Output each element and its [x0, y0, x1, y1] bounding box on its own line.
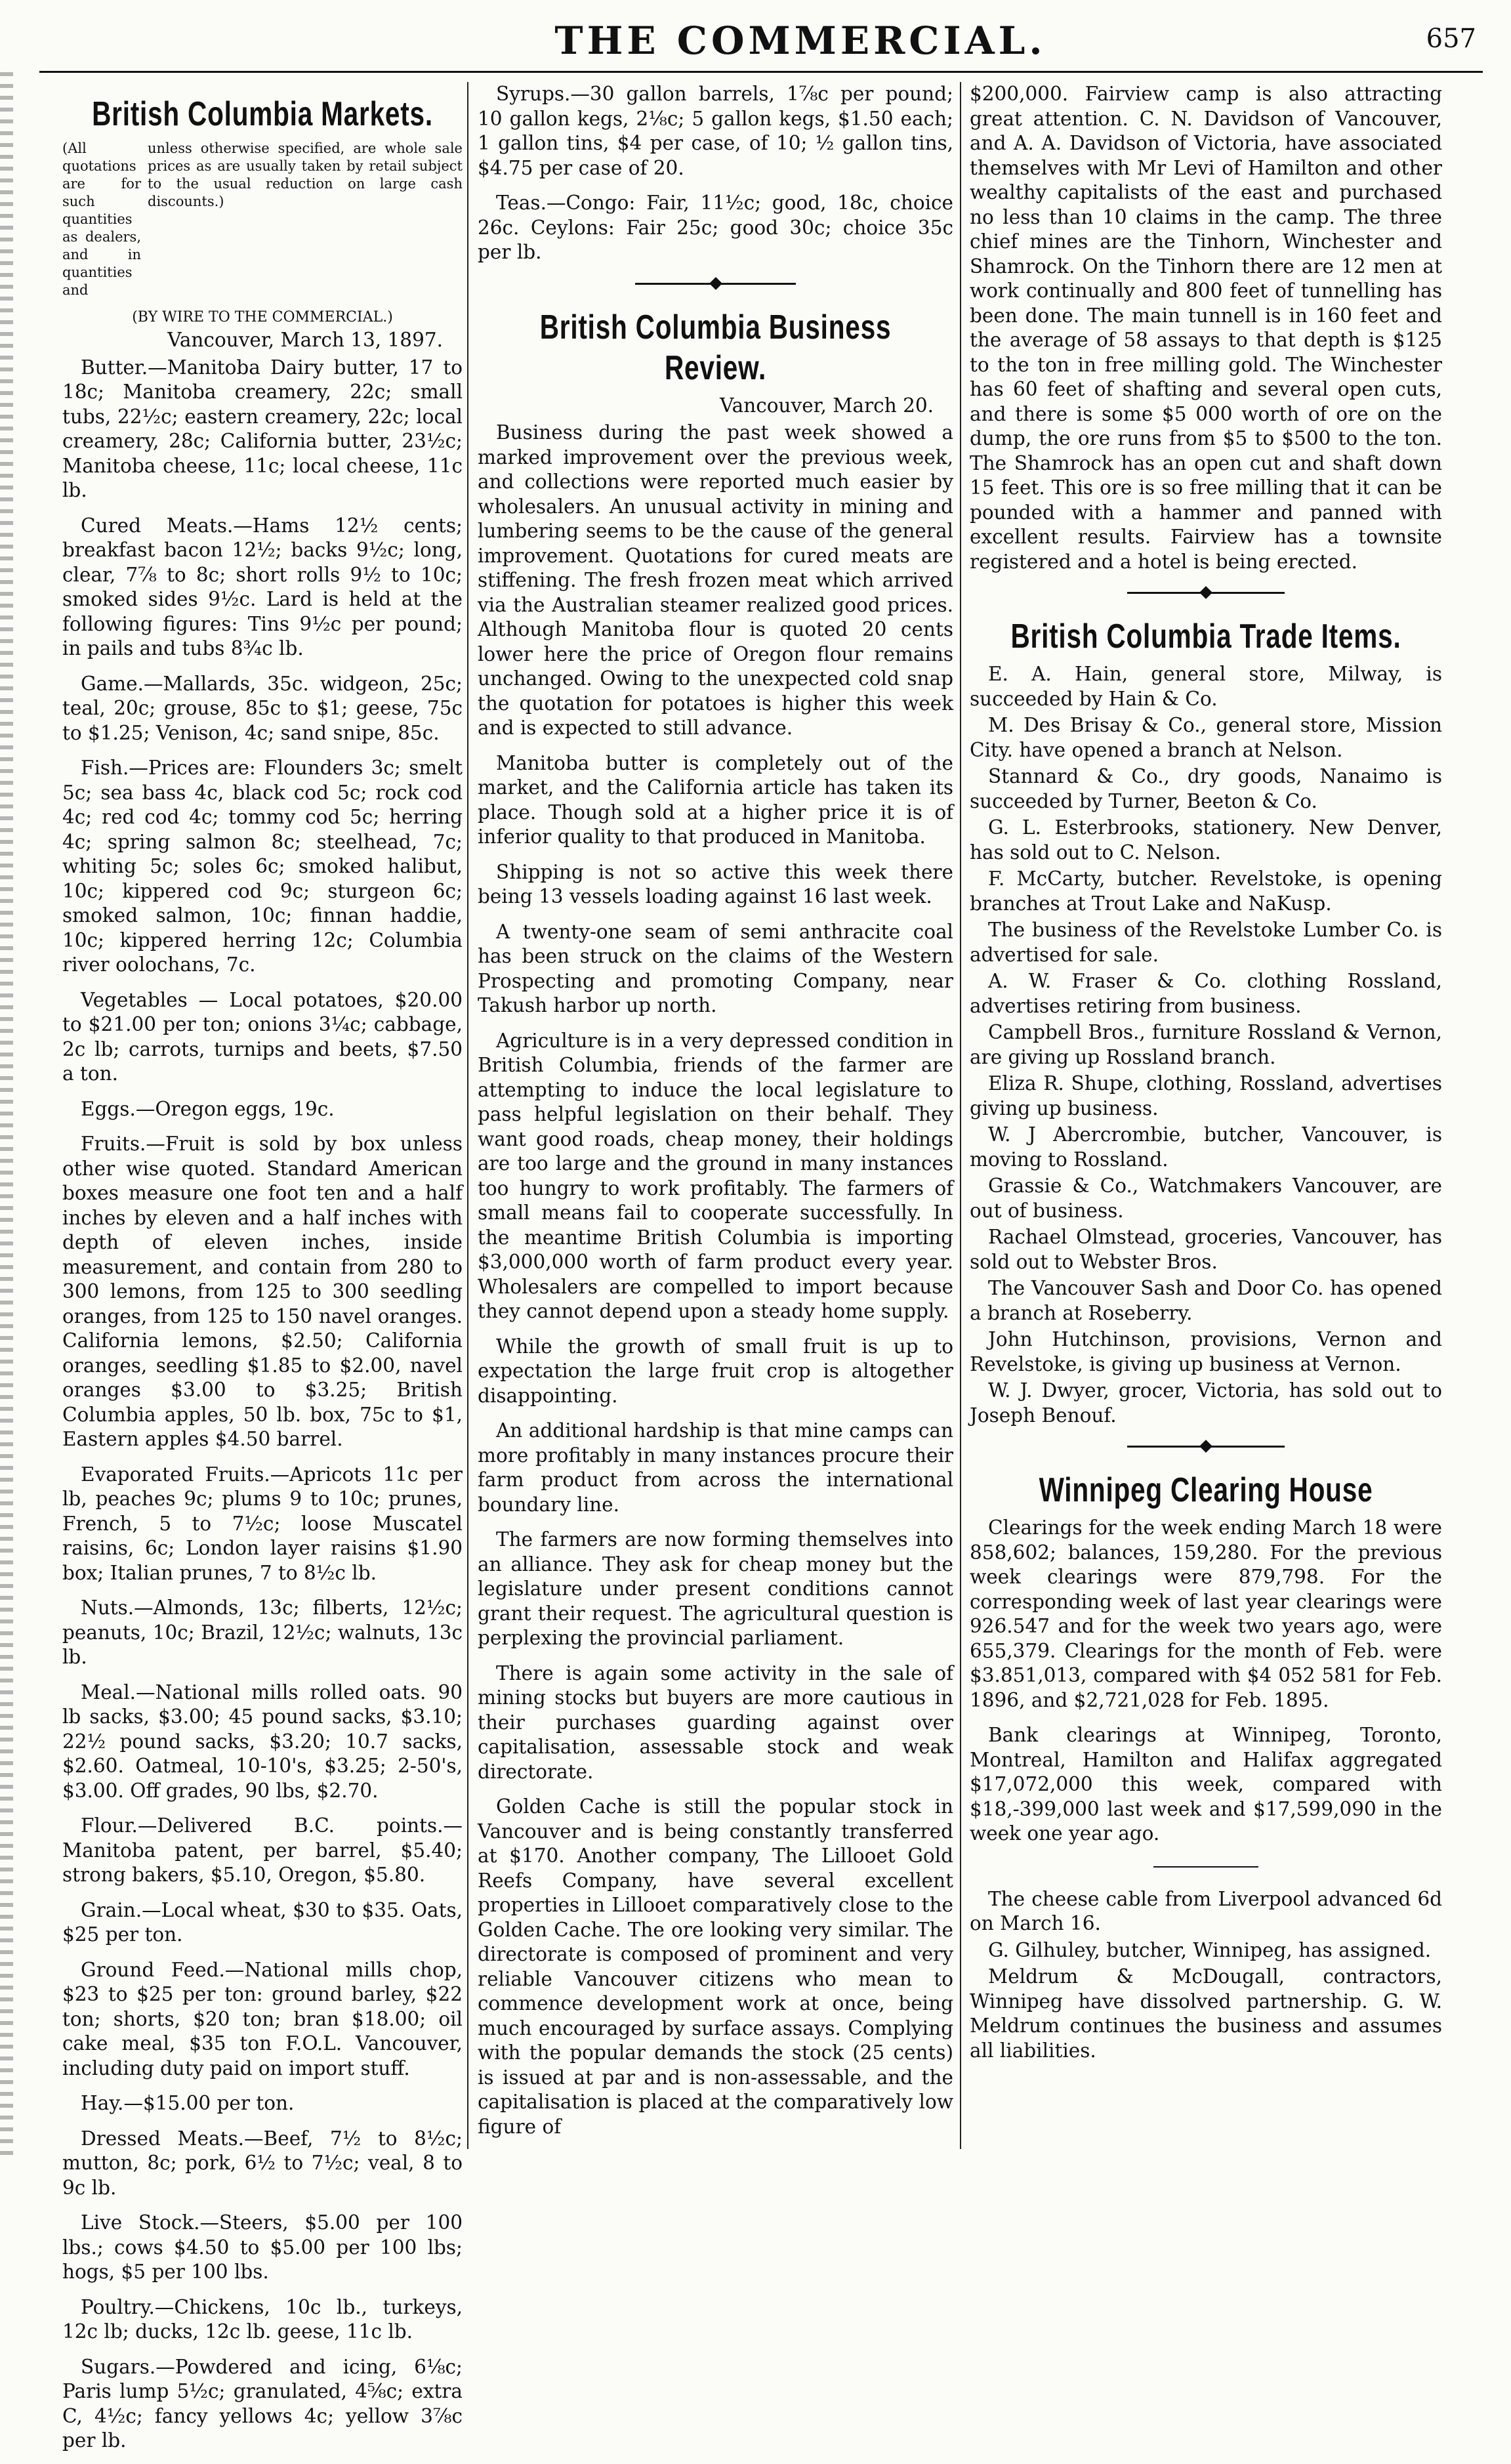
market-paragraph: Live Stock.—Steers, $5.00 per 100 lbs.; cows $4.50 to $5.00 per 100 lbs; hogs, $5 per 100 lbs.	[62, 2211, 463, 2283]
page-number: 657	[1426, 24, 1476, 54]
column-rule	[467, 82, 468, 2149]
short-rule	[1153, 1866, 1258, 1868]
business-paragraph: Shipping is not so active this week there being 13 vessels loading against 16 last week.	[478, 860, 953, 908]
clearing-headline: Winnipeg Clearing House	[1039, 1471, 1373, 1509]
market-paragraph: Poultry.—Chickens, 10c lb., turkeys, 12c lb; ducks, 12c lb. geese, 11c lb.	[62, 2295, 463, 2343]
trade-item: Rachael Olmstead, groceries, Vancouver, has sold out to Webster Bros.	[970, 1226, 1442, 1273]
closing-paragraph: The cheese cable from Liverpool advanced 6d on March 16.	[970, 1887, 1442, 1934]
trade-item: Eliza R. Shupe, clothing, Rossland, advertises giving up business.	[970, 1072, 1442, 1119]
business-paragraph: The farmers are now forming themselves into an alliance. They ask for cheap money but the legislature under present conditions cannot grant their request. The agricultural question is perplexing the provincial parliament.	[478, 1528, 953, 1649]
market-paragraph: Grain.—Local wheat, $30 to $35. Oats, $25 per ton.	[62, 1898, 463, 1946]
running-head	[39, 18, 1476, 71]
trade-item: Grassie & Co., Watchmakers Vancouver, are out of business.	[970, 1175, 1442, 1222]
market-paragraph: Meal.—National mills rolled oats. 90 lb sacks, $3.00; 45 pound sacks, $3.10; 22½ pound sacks, $3.20; 10.7 sacks, $2.60. Oatmeal, 10-10's, $3.25; 2-50's, $3.00. Off grades, 90 lbs, $2.70.	[62, 1681, 463, 1802]
markets-note	[62, 140, 463, 299]
market-paragraph: Vegetables — Local potatoes, $20.00 to $21.00 per ton; onions 3¼c; cabbage, 2c lb; carrots, turnips and beets, $7.50 a ton.	[62, 988, 463, 1085]
trade-item: Stannard & Co., dry goods, Nanaimo is succeeded by Turner, Beeton & Co.	[970, 765, 1442, 812]
business-paragraph: Agriculture is in a very depressed condition in British Columbia, friends of the farmer are attempting to induce the local legislature to pass helpful legislation on their behalf. They want good roads, cheap money, their holdings are too large and the ground in many instances too hungry to work profitably. The farmers of small means fail to cooperate successfully. In the meantime British Columbia is importing $3,000,000 worth of farm product every year. Wholesalers are compelled to import because they cannot depend upon a steady home supply.	[478, 1029, 953, 1322]
clearing-body	[970, 1516, 1442, 1847]
trade-headline: British Columbia Trade Items.	[1010, 617, 1401, 656]
closing-notes	[970, 1887, 1442, 2064]
trade-item: John Hutchinson, provisions, Vernon and Revelstoke, is giving up business at Vernon.	[970, 1328, 1442, 1375]
markets-headline: British Columbia Markets.	[92, 95, 433, 133]
business-paragraph: There is again some activity in the sale of mining stocks but buyers are more cautious in their purchases guarding against over capitalisation, assessable stock and weak directorate.	[478, 1661, 953, 1783]
trade-items	[970, 662, 1442, 1428]
market-paragraph: Flour.—Delivered B.C. points.— Manitoba patent, per barrel, $5.40; strong bakers, $5.10, Oregon, $5.80.	[62, 1814, 463, 1886]
fairview-paragraph: $200,000. Fairview camp is also attracting great attention. C. N. Davidson of Vancouver, and A. A. Davidson of Victoria, have associated themselves with Mr Levi of Hamilton and other wealthy capitalists of the east and purchased no less than 10 claims in the camp. The three chief mines are the Tinhorn, Winchester and Shamrock. On the Tinhorn there are 12 men at work continually and 800 feet of tunnelling has been done. The main tunnell is in 160 feet and the average of 58 assays to that depth is $125 to the ton in free milling gold. The Winchester has 60 feet of shafting and several open cuts, and there is some $5 000 worth of ore on the dump, the ore runs from $5 to $500 to the ton. The Shamrock has an open cut and shaft down 15 feet. This ore is so free milling that it can be pounded with a hammer and panned with excellent results. Fairview has a townsite registered and a hotel is being erected.	[970, 83, 1442, 573]
trade-item: Campbell Bros., furniture Rossland & Vernon, are giving up Rossland branch.	[970, 1021, 1442, 1068]
trade-item: G. L. Esterbrooks, stationery. New Denver, has sold out to C. Nelson.	[970, 816, 1442, 864]
trade-item: W. J. Dwyer, grocer, Victoria, has sold out to Joseph Benouf.	[970, 1379, 1442, 1427]
trade-item: W. J Abercrombie, butcher, Vancouver, is moving to Rossland.	[970, 1123, 1442, 1171]
business-paragraph: Manitoba butter is completely out of the market, and the California article has taken its place. Though sold at a higher price it is of inferior quality to that produced in Manitoba.	[478, 751, 953, 848]
business-paragraph: Business during the past week showed a marked improvement over the previous week, and collections were reported much easier by wholesalers. An unusual activity in mining and lumbering seems to be the cause of the general improvement. Quotations for cured meats are stiffening. The fresh frozen meat which arrived via the Australian steamer realized good prices. Although Manitoba flour is quoted 20 cents lower here the price of Oregon flour remains unchanged. Owing to the unexpected cold snap the quotation for potatoes is higher this week and is expected to still advance.	[478, 421, 953, 739]
markets-body	[62, 356, 463, 2454]
market-paragraph: Ground Feed.—National mills chop, $23 to $25 per ton: ground barley, $22 ton; shorts, $20 ton; bran $18.00; oil cake meal, $35 ton F.O.L. Vancouver, including duty paid on import stuff.	[62, 1958, 463, 2079]
market-paragraph: Syrups.—30 gallon barrels, 1⅞c per pound; 10 gallon kegs, 2⅛c; 5 gallon kegs, $1.50 each; 1 gallon tins, $4 per case, of 10; ½ gallon tins, $4.75 per case of 20.	[478, 83, 953, 179]
market-paragraph: Sugars.—Powdered and icing, 6⅛c; Paris lump 5½c; granulated, 4⅝c; extra C, 4½c; fancy yellows 4c; yellow 3⅞c per lb.	[62, 2355, 463, 2452]
business-dateline: Vancouver, March 20.	[720, 394, 934, 417]
masthead: THE COMMERCIAL.	[554, 18, 1046, 63]
market-paragraph: Evaporated Fruits.—Apricots 11c per lb, peaches 9c; plums 9 to 10c; prunes, French, 5 to 7½c; loose Muscatel raisins, 6c; London layer raisins $1.90 box; Italian prunes, 7 to 8½c lb.	[62, 1463, 463, 1584]
trade-item: F. McCarty, butcher. Revelstoke, is opening branches at Trout Lake and NaKusp.	[970, 867, 1442, 915]
column-markets	[62, 82, 463, 2464]
market-paragraph: Teas.—Congo: Fair, 11½c; good, 18c, choice 26c. Ceylons: Fair 25c; good 30c; choice 35c per lb.	[478, 192, 953, 263]
markets-byline: (BY WIRE TO THE COMMERCIAL.)	[132, 309, 393, 325]
markets-note-left: (All quotations are for such quantities as dealers, and in quantities and	[62, 140, 141, 298]
section-divider	[478, 277, 953, 290]
markets-dateline: Vancouver, March 13, 1897.	[167, 329, 443, 351]
column-trade	[970, 82, 1442, 2065]
binding-edge	[0, 72, 13, 2159]
market-paragraph: Fruits.—Fruit is sold by box unless other wise quoted. Standard American boxes measure one foot ten and a half inches by eleven and a half inches with depth of eleven inches, inside measurement, and contain from 280 to 300 lemons, from 125 to 300 seedling oranges, from 125 to 150 navel oranges. California lemons, $2.50; California oranges, seedling $1.85 to $2.00, navel oranges $3.00 to $3.25; British Columbia apples, 50 lb. box, 75c to $1, Eastern apples $4.50 barrel.	[62, 1133, 463, 1450]
market-paragraph: Fish.—Prices are: Flounders 3c; smelt 5c; sea bass 4c, black cod 5c; rock cod 4c; red cod 4c; tommy cod 5c; herring 4c; spring salmon 8c; steelhead, 7c; whiting 5c; soles 6c; smoked halibut, 10c; kippered cod 9c; sturgeon 6c; smoked salmon, 10c; finnan haddie, 10c; kippered herring 12c; Columbia river oolochans, 7c.	[62, 757, 463, 976]
markets-continued	[478, 82, 953, 265]
header-rule	[39, 71, 1483, 73]
business-paragraph: While the growth of small fruit is up to expectation the large fruit crop is altogether disappointing.	[478, 1335, 953, 1407]
column-business	[478, 82, 953, 2150]
clearing-paragraph: Clearings for the week ending March 18 were 858,602; balances, 159,280. For the previous week clearings were 879,798. For the corresponding week of last year clearings were 926.547 and for the week two years ago, were 655,379. Clearings for the month of Feb. were $3.851,013, compared with $4 052 581 for Feb. 1896, and $2,721,028 for Feb. 1895.	[970, 1516, 1442, 1711]
market-paragraph: Butter.—Manitoba Dairy butter, 17 to 18c; Manitoba creamery, 22c; small tubs, 22½c; eastern creamery, 22c; local creamery, 28c; California butter, 23½c; Manitoba cheese, 11c; local cheese, 11c lb.	[62, 356, 463, 501]
section-divider	[970, 586, 1442, 599]
market-paragraph: Eggs.—Oregon eggs, 19c.	[81, 1097, 335, 1120]
trade-item: The business of the Revelstoke Lumber Co. is advertised for sale.	[970, 919, 1442, 966]
business-paragraph: A twenty-one seam of semi anthracite coal has been struck on the claims of the Western Prospecting and promoting Company, near Takush harbor up north.	[478, 920, 953, 1016]
business-paragraph: Golden Cache is still the popular stock in Vancouver and is being constantly transferred at $170. Another company, The Lillooet Gold Reefs Company, have several excellent properties in Lillooet comparatively close to the Golden Cache. The ore looking very similar. The directorate is composed of prominent and very reliable Vancouver citizens who mean to commence development work at once, being much encouraged by surface assays. Complying with the popular demands the stock (25 cents) is issued at par and is non-assessable, and the capitalisation is placed at the comparatively low figure of	[478, 1795, 953, 2138]
market-paragraph: Dressed Meats.—Beef, 7½ to 8½c; mutton, 8c; pork, 6½ to 7½c; veal, 8 to 9c lb.	[62, 2127, 463, 2199]
market-paragraph: Nuts.—Almonds, 13c; filberts, 12½c; peanuts, 10c; Brazil, 12½c; walnuts, 13c lb.	[62, 1597, 463, 1668]
business-paragraph: An additional hardship is that mine camps can more profitably in many instances procure their farm product from across the international boundary line.	[478, 1419, 953, 1516]
trade-item: The Vancouver Sash and Door Co. has opened a branch at Roseberry.	[970, 1277, 1442, 1324]
trade-item: M. Des Brisay & Co., general store, Mission City. have opened a branch at Nelson.	[970, 714, 1442, 761]
section-divider	[970, 1440, 1442, 1453]
business-headline: British Columbia Business Review.	[539, 308, 892, 387]
market-paragraph: Cured Meats.—Hams 12½ cents; breakfast bacon 12½; backs 9½c; long, clear, 7⅞ to 8c; short rolls 9½ to 10c; smoked sides 9½c. Lard is held at the following figures: Tins 9½c per pound; in pails and tubs 8¾c lb.	[62, 514, 463, 659]
markets-note-right: unless otherwise specified, are whole sale prices as are usually taken by retail subject to the usual reduction on large cash discounts.)	[148, 140, 463, 209]
clearing-paragraph: Bank clearings at Winnipeg, Toronto, Montreal, Hamilton and Halifax aggregated $17,072,000 this week, compared with $18,-399,000 last week and $17,599,090 in the week one year ago.	[970, 1724, 1442, 1845]
market-paragraph: Hay.—$15.00 per ton.	[81, 2092, 295, 2114]
market-paragraph: Game.—Mallards, 35c. widgeon, 25c; teal, 20c; grouse, 85c to $1; geese, 75c to $1.25; Venison, 4c; sand snipe, 85c.	[62, 672, 463, 744]
business-body	[478, 421, 953, 2139]
column-rule	[960, 82, 961, 2149]
closing-paragraph: G. Gilhuley, butcher, Winnipeg, has assigned.	[988, 1938, 1432, 1961]
trade-item: A. W. Fraser & Co. clothing Rossland, advertises retiring from business.	[970, 970, 1442, 1017]
trade-item: E. A. Hain, general store, Milway, is succeeded by Hain & Co.	[970, 663, 1442, 710]
closing-paragraph: Meldrum & McDougall, contractors, Winnipeg have dissolved partnership. G. W. Meldrum continues the business and assumes all liabilities.	[970, 1965, 1442, 2062]
